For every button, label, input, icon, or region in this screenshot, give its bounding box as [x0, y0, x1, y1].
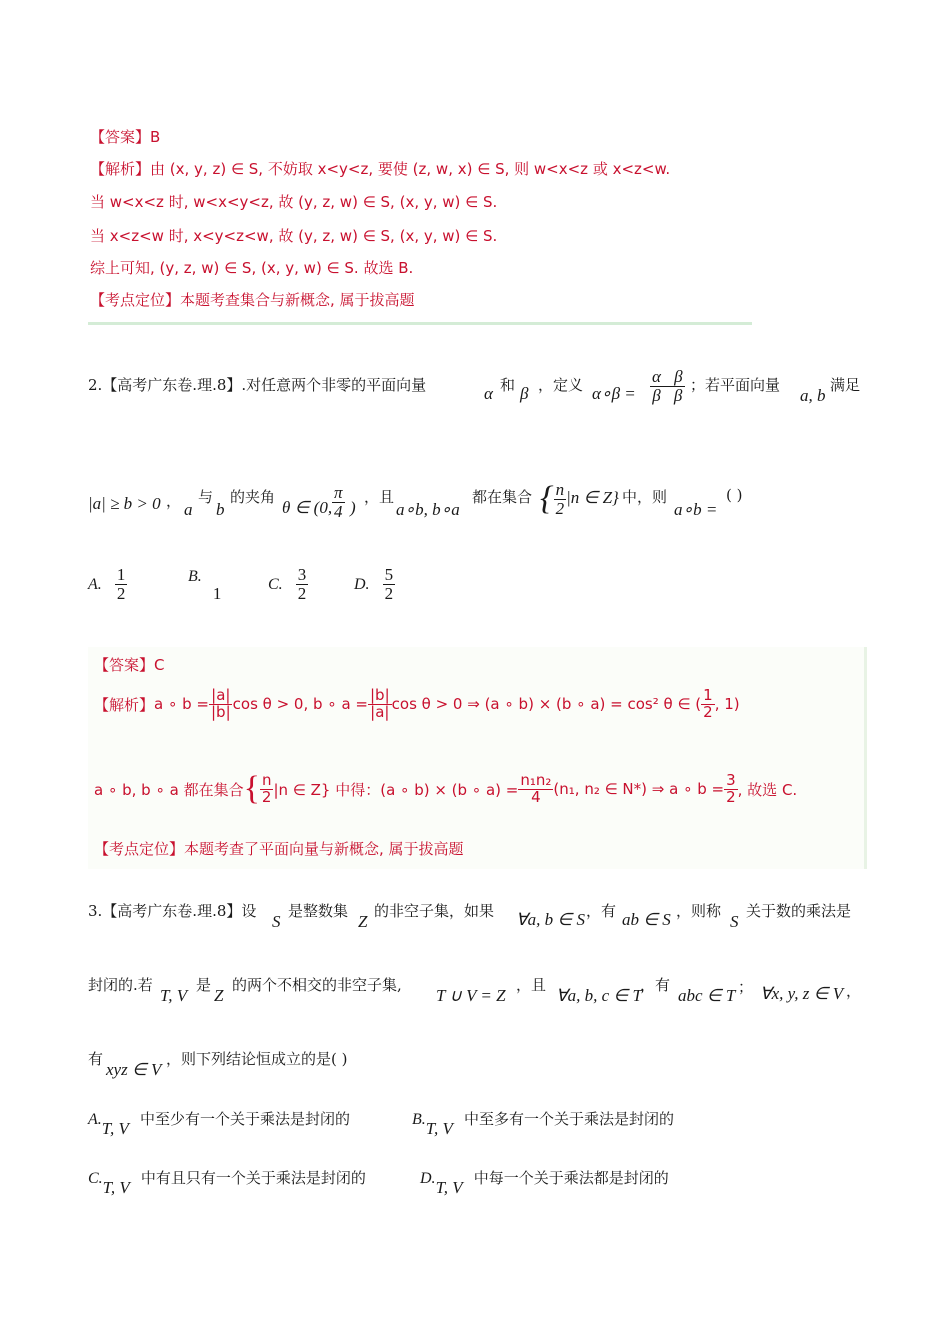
q1-analysis-line-4: 综上可知, (y, z, w) ∈ S, (x, y, w) ∈ S. 故选 B. [90, 259, 414, 277]
q2-option-b[interactable] [188, 566, 222, 603]
q2-option-a[interactable] [88, 566, 127, 603]
q3-forall-abc: ∀a, b, c ∈ T [556, 986, 642, 1005]
q2-theta: θ ∈ (0, [282, 498, 333, 517]
q2-option-b-value: 1 [212, 584, 222, 603]
q2-satisfy: 满足 [830, 376, 861, 394]
q2-option-a-num: 1 [116, 565, 126, 584]
q2-comma: ， [166, 492, 182, 510]
q1-analysis-line-2: 当 w<x<z 时, w<x<y<z, 故 (y, z, w) ∈ S, (x, y, w) ∈ S. [90, 193, 498, 211]
q3-option-c-label: C. [88, 1170, 103, 1187]
q2-close: ) [350, 498, 356, 517]
q2-def-fraction [650, 368, 685, 405]
q2-l2-brace: { [243, 770, 260, 807]
q2-point-line: 【考点定位】本题考查了平面向量与新概念, 属于拔高题 [94, 840, 464, 858]
q1-point-line: 【考点定位】本题考查集合与新概念, 属于拔高题 [90, 291, 415, 309]
q2-l1-fn1: |a| [211, 686, 231, 704]
q2-l2-d: , 故选 C. [737, 780, 798, 799]
q2-l1-a: a ∘ b = [154, 695, 209, 714]
q2-ask: a∘b = [674, 500, 718, 519]
q3-l3-a: 有 [88, 1050, 104, 1068]
q2-l2-2: 2 [261, 787, 272, 806]
q3-option-d-text: 中每一个关于乘法都是封闭的 [473, 1169, 669, 1187]
q2-def-denominator: β⃞β [652, 385, 683, 405]
q2-option-c-label: C. [268, 575, 283, 593]
q3-l2-a: 封闭的.若 [88, 976, 153, 994]
q3-TV-1: T, V [160, 986, 188, 1005]
q1-analysis-line-1: 【解析】由 (x, y, z) ∈ S, 不妨取 x<y<z, 要使 (z, w, x) ∈ S, 则 w<x<z 或 x<z<w. [90, 160, 671, 178]
q3-S-2: S [730, 912, 739, 931]
q2-l2-c: (n₁, n₂ ∈ N*) ⇒ a ∘ b = [553, 780, 725, 798]
q2-answer-line: 【答案】C [94, 656, 165, 674]
q3-S-1: S [272, 912, 281, 931]
q3-option-b-text: 中至多有一个关于乘法是封闭的 [463, 1110, 674, 1128]
q3-option-d[interactable] [420, 1167, 669, 1197]
q2-l1-half-d: 2 [703, 702, 713, 721]
q1-answer-line: 【答案】B [90, 128, 161, 146]
q2-answer-box [88, 647, 867, 869]
q2-l1-fd1: |b| [211, 702, 231, 721]
q2-l2-fd3: 2 [726, 787, 736, 806]
q2-header: 2.【高考广东卷.理.8】.对任意两个非零的平面向量 [88, 376, 427, 394]
q2-set-brace: { [540, 480, 554, 517]
q3-l1-c: 的非空子集，如果 [374, 902, 495, 920]
q3-l2-f: ； [738, 978, 754, 996]
q3-l2-e: ，有 [640, 976, 671, 994]
q2-pi: π [334, 483, 343, 502]
q2-l1-d: , 1) [714, 695, 740, 714]
q2-l2-n: n [261, 770, 272, 789]
q2-l1-half-n: 1 [703, 686, 713, 704]
q3-option-c[interactable] [88, 1167, 366, 1197]
q3-l2-g: ， [846, 982, 862, 1000]
q2-angle-text: 的夹角 [230, 488, 276, 506]
q3-option-a-label: A. [88, 1111, 102, 1128]
q2-option-c-num: 3 [297, 565, 307, 584]
q2-in-set: 都在集合 [472, 488, 533, 506]
q2-semi: ；若平面向量 [690, 376, 781, 394]
q2-option-d[interactable] [354, 566, 395, 603]
q2-analysis-line-1 [94, 688, 740, 721]
q3-forall-xyz: ∀x, y, z ∈ V [760, 984, 844, 1003]
q3-option-c-text: 中有且只有一个关于乘法是封闭的 [140, 1169, 366, 1187]
q3-l1-d: ，有 [586, 902, 617, 920]
q3-l1-f: 关于数的乘法是 [746, 902, 852, 920]
q3-l2-d: ，且 [516, 976, 547, 994]
q2-def-numerator: α⃞β [652, 367, 683, 386]
q3-ab-in-S: ab ∈ S [622, 910, 671, 929]
q3-forall-ab: ∀a, b ∈ S [516, 910, 585, 929]
q2-b-var: b [216, 500, 225, 519]
q2-l1-b: cos θ > 0, b ∘ a = [232, 695, 368, 714]
q3-l1-e: ，则称 [676, 902, 722, 920]
q2-option-b-label: B. [188, 568, 202, 585]
q2-option-d-den: 2 [384, 583, 394, 603]
q3-xyz-in-V: xyz ∈ V [106, 1060, 162, 1079]
q3-l1-a: 3.【高考广东卷.理.8】设 [88, 902, 257, 920]
q2-ops: a∘b, b∘a [396, 500, 460, 519]
q3-option-d-label: D. [420, 1170, 436, 1187]
q3-l2-b: 是 [196, 976, 212, 994]
q2-l2-fn3: 3 [726, 770, 736, 789]
q2-he: 和 [500, 376, 516, 394]
q2-option-c[interactable] [268, 566, 308, 603]
q2-pi-fraction [332, 484, 345, 521]
q3-option-a-TV: T, V [101, 1119, 129, 1138]
q3-abc-in-T: abc ∈ T [678, 986, 736, 1005]
q2-yu: 与 [198, 488, 214, 506]
q3-l3-b: ，则下列结论恒成立的是( ) [166, 1050, 348, 1068]
q2-def-lhs: α∘β = [592, 384, 636, 403]
q2-set-2: 2 [555, 498, 565, 518]
q2-l2-a: a ∘ b, b ∘ a 都在集合 [94, 780, 244, 799]
q3-option-c-TV: T, V [102, 1178, 130, 1197]
q2-beta: β [520, 384, 529, 403]
q2-zhong: 中，则 [622, 488, 668, 506]
q3-option-b-TV: T, V [425, 1119, 453, 1138]
q2-l1-fn2: |b| [370, 686, 390, 704]
q2-option-c-den: 2 [297, 583, 307, 603]
q2-l1-fd2: |a| [370, 702, 390, 721]
q2-set [540, 480, 619, 518]
q2-option-a-label: A. [88, 575, 102, 593]
q2-set-n: n [555, 479, 565, 499]
q3-union: T ∪ V = Z [436, 986, 506, 1005]
q2-ab: a, b [800, 386, 826, 405]
q2-analysis-prefix: 【解析】 [94, 695, 155, 714]
q3-option-a-text: 中至少有一个关于乘法是封闭的 [139, 1110, 350, 1128]
separator-line [88, 322, 752, 325]
q2-analysis-line-2 [94, 770, 797, 808]
q2-qie: ，且 [364, 488, 395, 506]
q3-option-b-label: B. [412, 1111, 426, 1128]
q2-l2-fn: n₁n₂ [520, 770, 552, 789]
q3-option-a[interactable] [88, 1108, 350, 1138]
q2-l2-b: |n ∈ Z} 中得：(a ∘ b) × (b ∘ a) = [273, 780, 519, 799]
q2-set-rest: |n ∈ Z} [566, 487, 619, 507]
q3-option-b[interactable] [412, 1108, 674, 1138]
q3-l2-c: 的两个不相交的非空子集, [232, 976, 402, 994]
q3-option-d-TV: T, V [435, 1178, 463, 1197]
q3-Z-1: Z [358, 912, 368, 931]
q2-a-var: a [184, 500, 193, 519]
q2-four: 4 [334, 501, 343, 521]
q1-analysis-line-3: 当 x<z<w 时, x<y<z<w, 故 (y, z, w) ∈ S, (x, y, w) ∈ S. [90, 227, 498, 245]
q3-Z-2: Z [214, 986, 224, 1005]
q2-option-a-den: 2 [116, 583, 126, 603]
q2-option-d-label: D. [354, 575, 370, 593]
q2-l2-fd: 4 [531, 787, 541, 806]
q2-define: ，定义 [538, 376, 584, 394]
q2-cond1: |a| ≥ b > 0 [88, 494, 161, 513]
q3-l1-b: 是整数集 [288, 902, 349, 920]
q2-option-d-num: 5 [384, 565, 394, 584]
q2-l1-c: cos θ > 0 ⇒ (a ∘ b) × (b ∘ a) = cos² θ ∈ ( [391, 695, 702, 714]
q2-paren: ( ) [726, 486, 743, 504]
q2-alpha: α [484, 384, 493, 403]
